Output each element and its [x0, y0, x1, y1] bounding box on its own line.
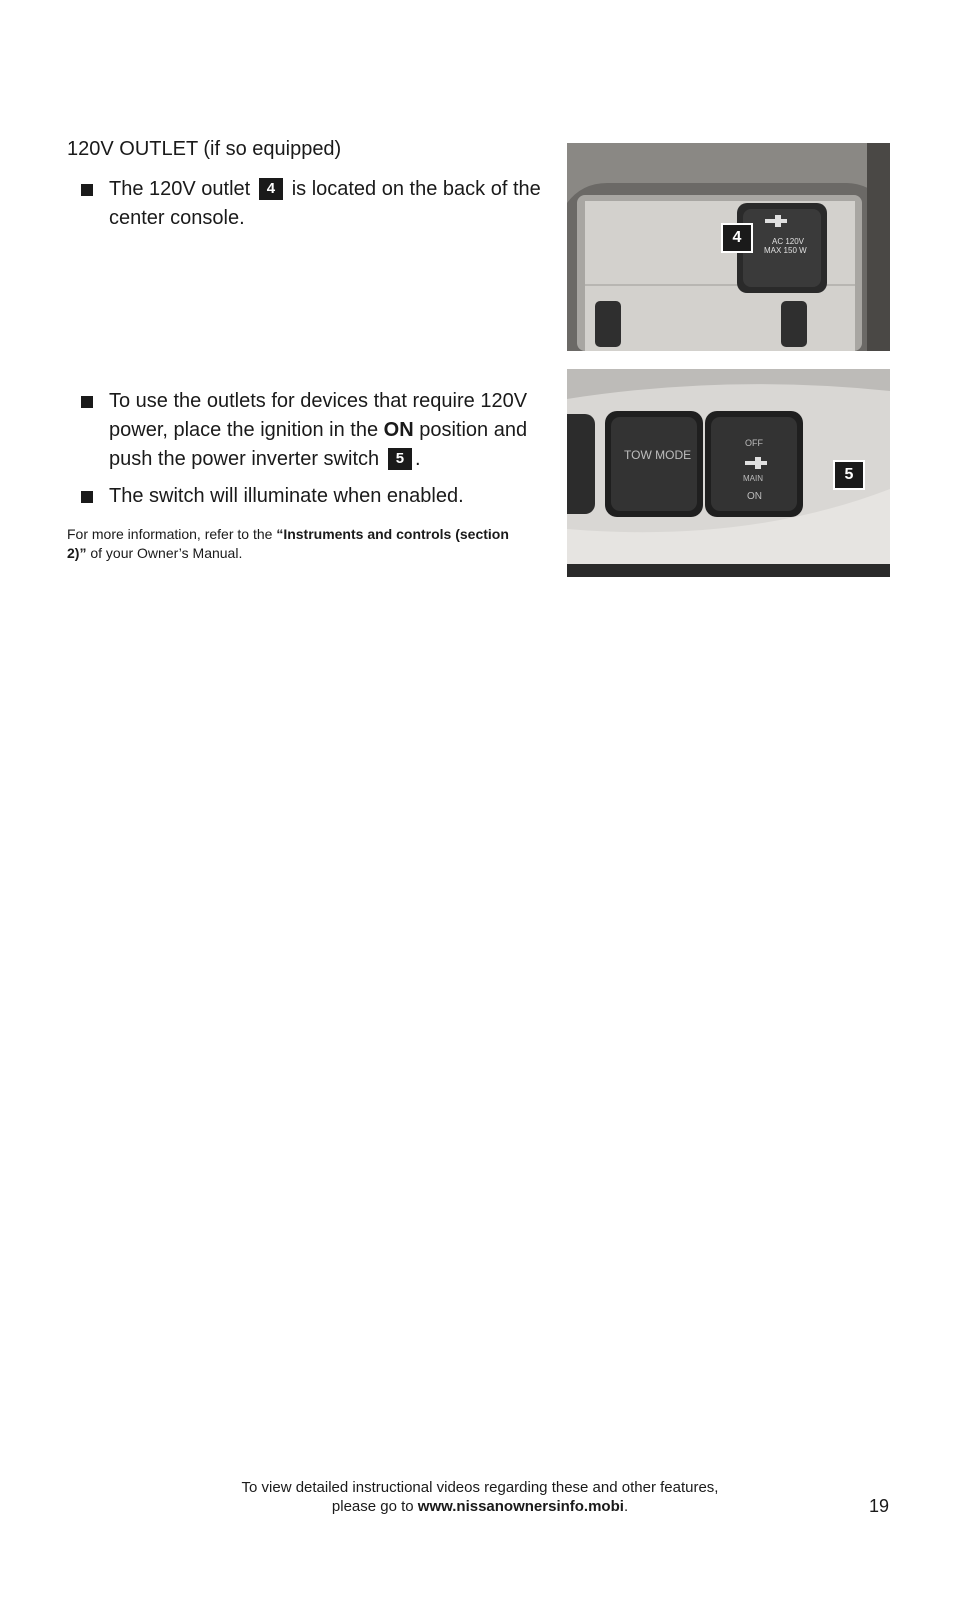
- bullet-list-outlet: [67, 175, 547, 241]
- bullet-item: [67, 482, 547, 511]
- switch-off-label: OFF: [745, 438, 763, 448]
- switch-photo: [567, 369, 890, 577]
- note-reference: “Instruments and controls (section 2)”: [67, 526, 509, 561]
- callout-badge: 4: [259, 178, 283, 200]
- page-number: 19: [869, 1496, 890, 1516]
- bullet-text: The switch will illuminate when enabled.: [109, 485, 464, 507]
- footer-text: .: [623, 1498, 629, 1515]
- bullet-bold-text: ON: [383, 419, 414, 441]
- bullet-list-inverter: [67, 387, 547, 519]
- section-heading: 120V OUTLET (if so equipped): [67, 138, 342, 160]
- footer-line-1: To view detailed instructional videos regarding these and other features,: [241, 1479, 719, 1496]
- outlet-label-line1: AC 120V: [772, 237, 805, 246]
- note-text: of your Owner’s Manual.: [90, 545, 243, 561]
- more-info-note: [67, 525, 527, 563]
- footer-text: please go to: [331, 1498, 414, 1515]
- footer-url-link[interactable]: www.nissanownersinfo.mobi: [417, 1498, 624, 1515]
- photo-callout-5: 5: [833, 460, 865, 490]
- outlet-photo: [567, 143, 890, 351]
- note-text: For more information, refer to the: [67, 526, 273, 542]
- outlet-label-line2: MAX 150 W: [764, 246, 807, 255]
- switch-main-label: MAIN: [743, 474, 763, 483]
- bullet-text: is located on the back of the center console.: [109, 178, 541, 229]
- callout-badge: 5: [388, 448, 412, 470]
- switch-on-label: ON: [747, 491, 762, 502]
- bullet-square-icon: [81, 184, 93, 196]
- bullet-text: The 120V outlet: [109, 178, 251, 200]
- bullet-item: [67, 387, 547, 474]
- bullet-square-icon: [81, 491, 93, 503]
- bullet-item: [67, 175, 547, 233]
- bullet-text: .: [415, 448, 421, 470]
- bullet-square-icon: [81, 396, 93, 408]
- bullet-text: To use the outlets for devices that require 120V power, place the ignition in the: [109, 390, 528, 441]
- footer-note: [200, 1478, 760, 1516]
- photo-callout-4: 4: [721, 223, 753, 253]
- footer-line-2: [200, 1497, 760, 1516]
- tow-mode-label: TOW MODE: [624, 448, 692, 462]
- bullet-text: position and push the power inverter switch: [109, 419, 528, 470]
